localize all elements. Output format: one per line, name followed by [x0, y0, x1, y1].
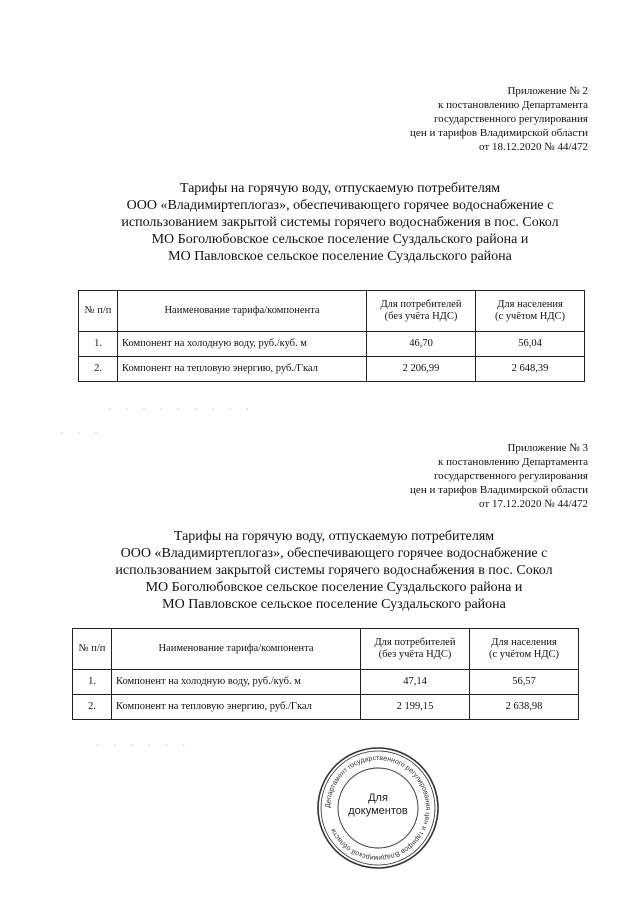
- title-2-line: использованием закрытой системы горячего водоснабжения в пос. Сокол: [121, 215, 559, 230]
- row-consumers-value: 47,14: [361, 670, 470, 695]
- title-2-line: Тарифы на горячую воду, отпускаемую потребителям: [179, 181, 501, 196]
- table-row: [73, 695, 579, 720]
- appendix-3-line: Приложение № 3: [507, 442, 588, 454]
- row-number: 2.: [73, 695, 112, 720]
- col-header-number: № п/п: [73, 629, 112, 670]
- appendix-3-line: цен и тарифов Владимирской области: [410, 484, 588, 496]
- scan-noise: · · · · · ·: [96, 740, 192, 750]
- appendix-3-line: от 17.12.2020 № 44/472: [479, 498, 588, 510]
- row-population-value: 2 638,98: [470, 695, 579, 720]
- appendix-3-line: государственного регулирования: [433, 470, 588, 482]
- appendix-2-line: цен и тарифов Владимирской области: [410, 127, 588, 139]
- stamp-center-text: [316, 792, 440, 818]
- row-consumers-value: 2 206,99: [367, 357, 476, 382]
- row-name: Компонент на холодную воду, руб./куб. м: [112, 670, 361, 695]
- tariff-table-2: [78, 290, 585, 382]
- scan-noise: · · ·: [60, 428, 104, 438]
- table-row: [79, 332, 585, 357]
- title-3-line: ООО «Владимиртеплогаз», обеспечивающего горячее водоснабжение с: [120, 546, 548, 561]
- row-population-value: 2 648,39: [476, 357, 585, 382]
- appendix-2-line: к постановлению Департамента: [437, 99, 588, 111]
- row-number: 1.: [73, 670, 112, 695]
- row-population-value: 56,04: [476, 332, 585, 357]
- col-header-name: Наименование тарифа/компонента: [118, 291, 367, 332]
- appendix-2-line: от 18.12.2020 № 44/472: [479, 141, 588, 153]
- appendix-2-line: Приложение № 2: [507, 85, 588, 97]
- row-number: 1.: [79, 332, 118, 357]
- title-2-line: МО Боголюбовское сельское поселение Суздальского района и: [151, 232, 529, 247]
- title-3-line: МО Павловское сельское поселение Суздальского района: [162, 597, 506, 612]
- stamp-center-line: Для: [368, 792, 388, 804]
- table-row: [73, 670, 579, 695]
- tariff-title-3: [74, 528, 594, 613]
- table-row: [79, 357, 585, 382]
- title-2-line: ООО «Владимиртеплогаз», обеспечивающего горячее водоснабжение с: [126, 198, 554, 213]
- appendix-3-header: [410, 441, 588, 511]
- row-population-value: 56,57: [470, 670, 579, 695]
- col-header-consumers: Для потребителей (без учёта НДС): [367, 291, 476, 332]
- col-header-consumers: Для потребителей (без учёта НДС): [361, 629, 470, 670]
- row-name: Компонент на тепловую энергию, руб./Гкал: [112, 695, 361, 720]
- title-3-line: МО Боголюбовское сельское поселение Суздальского района и: [145, 580, 523, 595]
- appendix-2-header: [410, 84, 588, 154]
- col-header-name: Наименование тарифа/компонента: [112, 629, 361, 670]
- col-header-population: Для населения (с учётом НДС): [476, 291, 585, 332]
- table-header-row: [73, 629, 579, 670]
- row-consumers-value: 2 199,15: [361, 695, 470, 720]
- table-header-row: [79, 291, 585, 332]
- col-header-population: Для населения (с учётом НДС): [470, 629, 579, 670]
- title-2-line: МО Павловское сельское поселение Суздальского района: [168, 249, 512, 264]
- official-stamp: [316, 746, 440, 870]
- appendix-2-line: государственного регулирования: [433, 113, 588, 125]
- col-header-number: № п/п: [79, 291, 118, 332]
- title-3-line: использованием закрытой системы горячего водоснабжения в пос. Сокол: [115, 563, 553, 578]
- row-consumers-value: 46,70: [367, 332, 476, 357]
- row-name: Компонент на холодную воду, руб./куб. м: [118, 332, 367, 357]
- row-name: Компонент на тепловую энергию, руб./Гкал: [118, 357, 367, 382]
- tariff-table-3: [72, 628, 579, 720]
- stamp-center-line: документов: [348, 805, 408, 817]
- scan-noise: · · · · · · · · ·: [108, 404, 255, 414]
- appendix-3-line: к постановлению Департамента: [437, 456, 588, 468]
- tariff-title-2: [80, 180, 600, 265]
- title-3-line: Тарифы на горячую воду, отпускаемую потребителям: [173, 529, 495, 544]
- stamp-ring-text: Департамент государственного регулирования цен и тарифов Владимирской области: [324, 754, 432, 862]
- row-number: 2.: [79, 357, 118, 382]
